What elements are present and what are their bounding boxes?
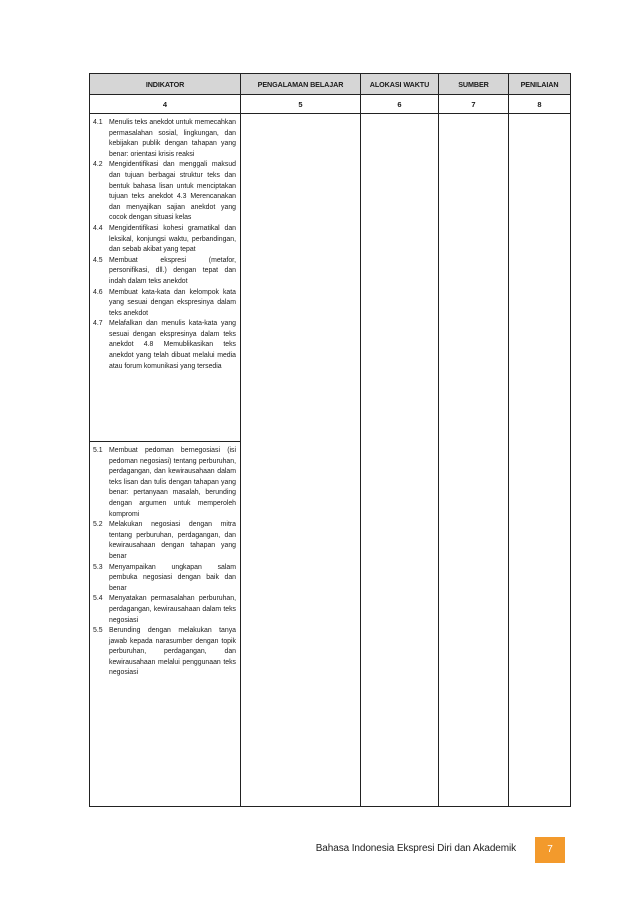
item-number: 5.5 — [93, 627, 103, 635]
item-number: 5.4 — [93, 595, 103, 603]
alokasi-waktu-cell — [361, 114, 439, 807]
book-title: Bahasa Indonesia Ekspresi Diri dan Akademik — [315, 843, 516, 854]
list-item — [93, 224, 236, 256]
item-number: 4.5 — [93, 256, 103, 264]
list-item — [93, 160, 236, 224]
header-penilaian: PENILAIAN — [509, 74, 571, 95]
indicator-cell-group-5 — [90, 442, 241, 807]
column-number: 6 — [361, 95, 439, 114]
item-number: 5.1 — [93, 447, 103, 454]
item-text: Berunding dengan melakukan tanya jawab kepada narasumber dengan topik perburuhan, perdagangan, dan kewirausahaan melalui penggunaan teks negosiasi — [109, 627, 236, 677]
item-number: 4.1 — [93, 119, 103, 126]
item-number: 4.4 — [93, 224, 103, 232]
item-number: 4.7 — [93, 320, 103, 328]
header-indikator: INDIKATOR — [90, 74, 241, 95]
list-item — [93, 520, 236, 562]
item-number: 4.2 — [93, 161, 103, 169]
item-text: Melakukan negosiasi dengan mitra tentang perburuhan, perdagangan, dan kewirausahaan dengan tahapan yang benar — [109, 521, 236, 560]
item-text: Mengidentifikasi kohesi gramatikal dan leksikal, konjungsi waktu, perbandingan, dan sebab akibat yang tepat — [109, 224, 236, 254]
list-item — [93, 446, 236, 520]
header-pengalaman-belajar: PENGALAMAN BELAJAR — [241, 74, 361, 95]
list-item — [93, 594, 236, 626]
list-item — [93, 118, 236, 160]
item-text: Membuat kata-kata dan kelompok kata yang sesuai dengan ekspresinya dalam teks anekdot — [109, 288, 236, 317]
column-number-row — [90, 95, 571, 114]
column-number: 7 — [439, 95, 509, 114]
penilaian-cell — [509, 114, 571, 807]
column-number: 5 — [241, 95, 361, 114]
sumber-cell — [439, 114, 509, 807]
header-sumber: SUMBER — [439, 74, 509, 95]
item-number: 5.3 — [93, 563, 103, 571]
item-text: Membuat ekspresi (metafor, personifikasi, dll.) dengan tepat dan indah dalam teks anekdot — [109, 256, 236, 285]
header-alokasi-waktu: ALOKASI WAKTU — [361, 74, 439, 95]
list-item — [93, 626, 236, 679]
list-item — [93, 288, 236, 320]
item-text: Mengidentifikasi dan menggali maksud dan tujuan berbagai struktur teks dan bentuk bahasa lisan untuk menciptakan tujuan teks anekdot 4.3 Merencanakan dan menyajikan sajian anekdot yang cocok dengan situasi kelas — [109, 161, 236, 222]
column-number: 8 — [509, 95, 571, 114]
list-item — [93, 563, 236, 595]
syllabus-table — [89, 73, 571, 807]
item-text: Menyatakan permasalahan perburuhan, perdagangan, kewirausahaan dalam teks negosiasi — [109, 595, 236, 624]
item-text: Melafalkan dan menulis kata-kata yang sesuai dengan ekspresinya dalam teks anekdot 4.8 Memublikasikan teks anekdot yang telah dibuat melalui media atau forum komunikasi yang tersedia — [109, 320, 236, 370]
table-row — [90, 114, 571, 442]
header-row — [90, 74, 571, 95]
list-item — [93, 319, 236, 372]
item-number: 4.6 — [93, 288, 103, 296]
item-text: Menulis teks anekdot untuk memecahkan permasalahan sosial, lingkungan, dan kebijakan publik dengan tahapan yang benar: orientasi krisis reaksi — [109, 119, 236, 158]
list-item — [93, 256, 236, 288]
column-number: 4 — [90, 95, 241, 114]
page-number-badge: 7 — [535, 837, 565, 863]
item-text: Menyampaikan ungkapan salam pembuka negosiasi dengan baik dan benar — [109, 563, 236, 592]
pengalaman-belajar-cell — [241, 114, 361, 807]
item-number: 5.2 — [93, 521, 103, 529]
item-text: Membuat pedoman bernegosiasi (isi pedoman negosiasi) tentang perburuhan, perdagangan, dan kewirausahaan dalam teks lisan dan tulis dengan tahapan yang benar: pertanyaan masalah, berunding dengan argumen untuk memperoleh kompromi — [109, 447, 236, 518]
indicator-cell-group-4 — [90, 114, 241, 442]
